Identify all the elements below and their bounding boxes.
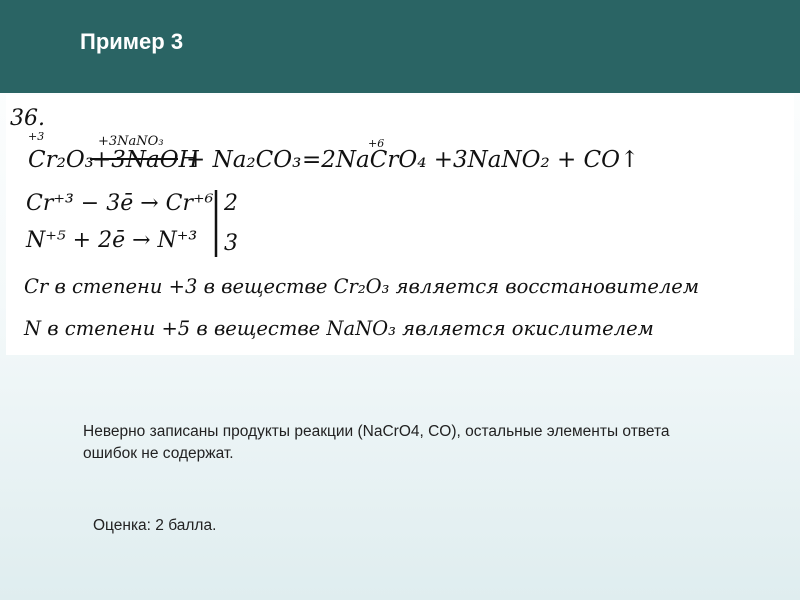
reactant1-oxidation-state: +3 xyxy=(28,130,45,143)
grade-text: Оценка: 2 балла. xyxy=(93,517,217,534)
handwriting-svg xyxy=(6,95,794,355)
products: =2NaCrO₄ +3NaNO₂ + CO↑ xyxy=(302,147,640,173)
reducer-statement: Cr в степени +3 в веществе Cr₂O₃ является восстановителем xyxy=(24,275,699,298)
coefficient-cr: 2 xyxy=(224,191,238,216)
task-number: 36. xyxy=(10,106,45,131)
reactant3: + Na₂CO₃ xyxy=(186,147,302,173)
product-oxidation-state: +6 xyxy=(368,137,385,150)
oxidizer-statement: N в степени +5 в веществе NaNO₃ является окислителем xyxy=(24,317,654,340)
coefficient-n: 3 xyxy=(224,231,238,256)
reactant1: Cr₂O₃ xyxy=(28,147,94,173)
evaluation-comment: Неверно записаны продукты реакции (NaCrO4, CO), остальные элементы ответа ошибок не содержат. xyxy=(83,423,670,462)
reactant2-struck: +3NaOH xyxy=(92,147,199,173)
half-reaction-cr: Cr⁺³ − 3ē → Cr⁺⁶ xyxy=(26,191,214,216)
reactant2-correction: +3NaNO₃ xyxy=(98,134,164,149)
slide-header xyxy=(0,0,800,93)
handwritten-answer-scan xyxy=(6,95,794,355)
slide-title: Пример 3 xyxy=(80,29,184,54)
half-reaction-n: N⁺⁵ + 2ē → N⁺³ xyxy=(26,228,198,253)
